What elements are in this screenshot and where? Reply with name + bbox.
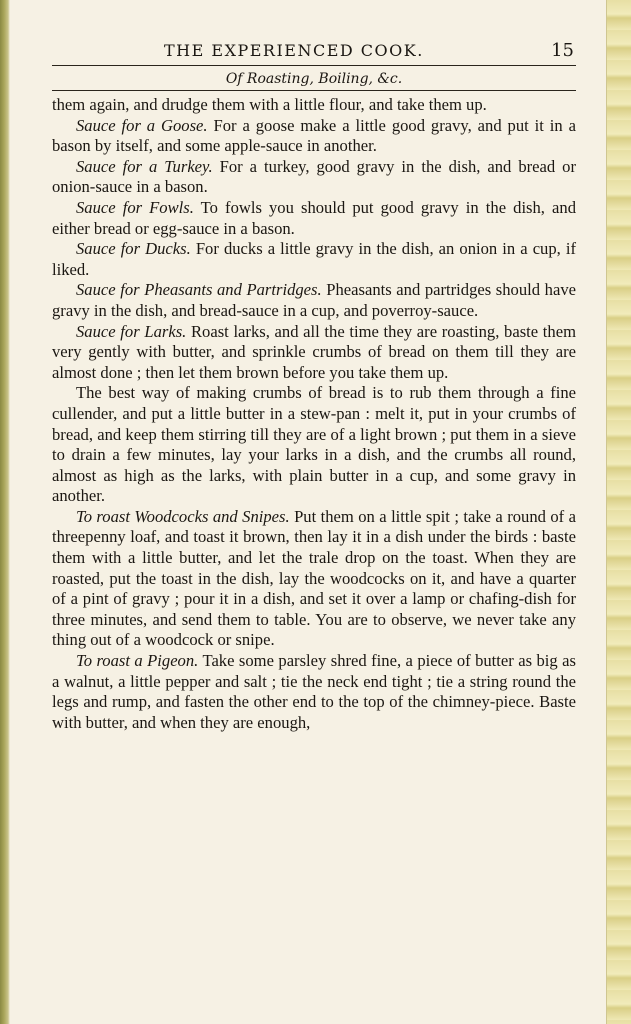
paragraph-text: them again, and drudge them with a little flour, and take them up. (52, 95, 487, 114)
paragraph-heading: Sauce for Fowls. (76, 197, 194, 217)
header-rule (52, 65, 576, 66)
running-head (52, 40, 576, 62)
paragraph-text: Put them on a little spit ; take a round of a threepenny loaf, and toast it brown, then lay it in a dish under the birds : baste them with a little butter, and let the trale drop on the toast. When they are roasted, put the toast in the dish, lay the woodcocks on it, and have a quarter of a pint of gravy ; pour it in a dish, and set it over a lamp or chafing-dish for three minutes, and send them to table. You are to observe, we never take any thing out of a woodcock or snipe. (52, 506, 576, 650)
paragraph (52, 95, 576, 116)
paragraph-text: To fowls you should put good gravy in the dish, and either bread or egg-sauce in a bason. (52, 197, 577, 238)
page-fore-edge (606, 0, 631, 1024)
paragraph-text: For a turkey, good gravy in the dish, and bread or onion-sauce in a bason. (52, 156, 577, 197)
book-page (52, 40, 576, 733)
book-binding-edge (0, 0, 10, 1024)
page-number: 15 (551, 40, 574, 61)
paragraph-heading: Sauce for Pheasants and Partridges. (76, 280, 322, 300)
paragraph (52, 322, 576, 384)
paragraph-heading: Sauce for Larks. (76, 321, 187, 341)
paragraph-text: Take some parsley shred fine, a piece of butter as big as a walnut, a little pepper and salt ; tie the neck end tight ; tie a string round the legs and rump, and fasten the other end to the top of the chimney-piece. Baste with butter, and when they are enough, (52, 651, 576, 732)
paragraph (52, 280, 576, 321)
paragraph-text: For a goose make a little good gravy, and put it in a bason by itself, and some apple-sauce in another. (52, 115, 576, 156)
paragraph-text: For ducks a little gravy in the dish, an onion in a cup, if liked. (52, 239, 576, 279)
paragraph-heading: Sauce for a Goose. (76, 115, 208, 135)
paragraph (52, 116, 576, 157)
paragraph (52, 239, 576, 280)
paragraph-text: Pheasants and partridges should have gravy in the dish, and bread-sauce in a cup, and poverroy-sauce. (52, 280, 576, 320)
body-text (52, 95, 576, 733)
section-rule (52, 90, 576, 91)
paragraph (52, 507, 576, 651)
running-head-title: THE EXPERIENCED COOK. (164, 41, 424, 60)
paragraph-heading: To roast a Pigeon. (76, 651, 199, 671)
paragraph-text: The best way of making crumbs of bread is to rub them through a fine cullender, and put a little butter in a stew-pan : melt it, put in your crumbs of bread, and keep them stirring till they are of a light brown ; put them in a sieve to drain a few minutes, lay your larks in a dish, and the crumbs all round, almost as high as the larks, with plain butter in a cup, and some gravy in another. (52, 383, 576, 506)
paragraph-heading: Sauce for Ducks. (76, 239, 191, 259)
paragraph (52, 651, 576, 733)
paragraph (52, 383, 576, 507)
paragraph-heading: Sauce for a Turkey. (76, 156, 213, 176)
paragraph-text: Roast larks, and all the time they are roasting, baste them very gently with butter, and sprinkle crumbs of bread on them till they are almost done ; then let them brown before you take them up. (52, 321, 576, 382)
paragraph-heading: To roast Woodcocks and Snipes. (76, 506, 290, 526)
section-heading: Of Roasting, Boiling, &c. (225, 71, 403, 87)
paragraph (52, 198, 576, 239)
paragraph (52, 157, 576, 198)
